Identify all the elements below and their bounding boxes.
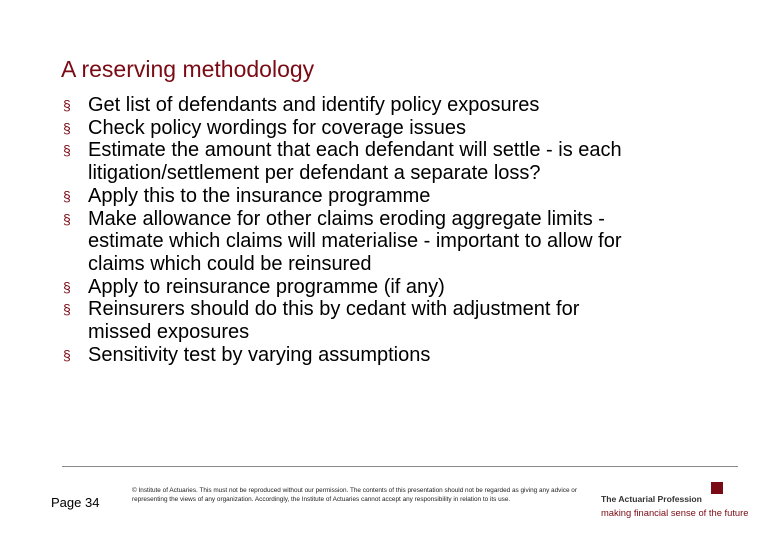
profession-logo-square-icon bbox=[711, 482, 723, 494]
bullet-item bbox=[61, 208, 751, 276]
bullet-item bbox=[61, 139, 751, 184]
bullet-list bbox=[61, 94, 751, 366]
bullet-line: claims which could be reinsured bbox=[88, 252, 372, 275]
bullet-line: Check policy wordings for coverage issues bbox=[88, 116, 466, 139]
bullet-line: estimate which claims will materialise - important to allow for bbox=[88, 230, 622, 253]
bullet-line: Apply to reinsurance programme (if any) bbox=[88, 275, 445, 298]
bullet-marker-icon: § bbox=[63, 301, 71, 318]
bullet-marker-icon: § bbox=[63, 97, 71, 113]
footer-divider bbox=[62, 466, 738, 467]
bullet-item bbox=[61, 276, 751, 299]
page-number: Page 34 bbox=[51, 495, 100, 510]
bullet-item bbox=[61, 94, 751, 117]
bullet-marker-icon: § bbox=[63, 142, 71, 159]
bullet-item bbox=[61, 298, 751, 343]
bullet-marker-icon: § bbox=[63, 278, 71, 295]
bullet-item bbox=[61, 185, 751, 208]
bullet-line: Sensitivity test by varying assumptions bbox=[88, 343, 431, 366]
bullet-line: Get list of defendants and identify policy exposures bbox=[88, 94, 540, 116]
bullet-item bbox=[61, 117, 751, 140]
bullet-line: litigation/settlement per defendant a separate loss? bbox=[88, 162, 541, 185]
bullet-line: Estimate the amount that each defendant will settle - is each bbox=[88, 139, 622, 162]
copyright-disclaimer: © Institute of Actuaries. This must not be reproduced without our permission. The contents of this presentation should not be regarded as giving any advice or representing the views of any organization. Accordingly, the Institute of Actuaries cannot accept any responsibility in relation to its use. bbox=[132, 487, 577, 503]
bullet-item bbox=[61, 344, 751, 367]
bullet-line: Make allowance for other claims eroding aggregate limits - bbox=[88, 207, 605, 230]
bullet-marker-icon: § bbox=[63, 187, 71, 204]
bullet-marker-icon: § bbox=[63, 346, 71, 363]
bullet-marker-icon: § bbox=[63, 119, 71, 136]
bullet-marker-icon: § bbox=[63, 210, 71, 227]
bullet-line: missed exposures bbox=[88, 321, 250, 344]
bullet-line: Apply this to the insurance programme bbox=[88, 184, 431, 207]
logo-name: The Actuarial Profession bbox=[601, 494, 702, 504]
bullet-line: Reinsurers should do this by cedant with adjustment for bbox=[88, 298, 580, 321]
logo-tagline: making financial sense of the future bbox=[601, 507, 749, 518]
slide-title: A reserving methodology bbox=[61, 56, 315, 82]
